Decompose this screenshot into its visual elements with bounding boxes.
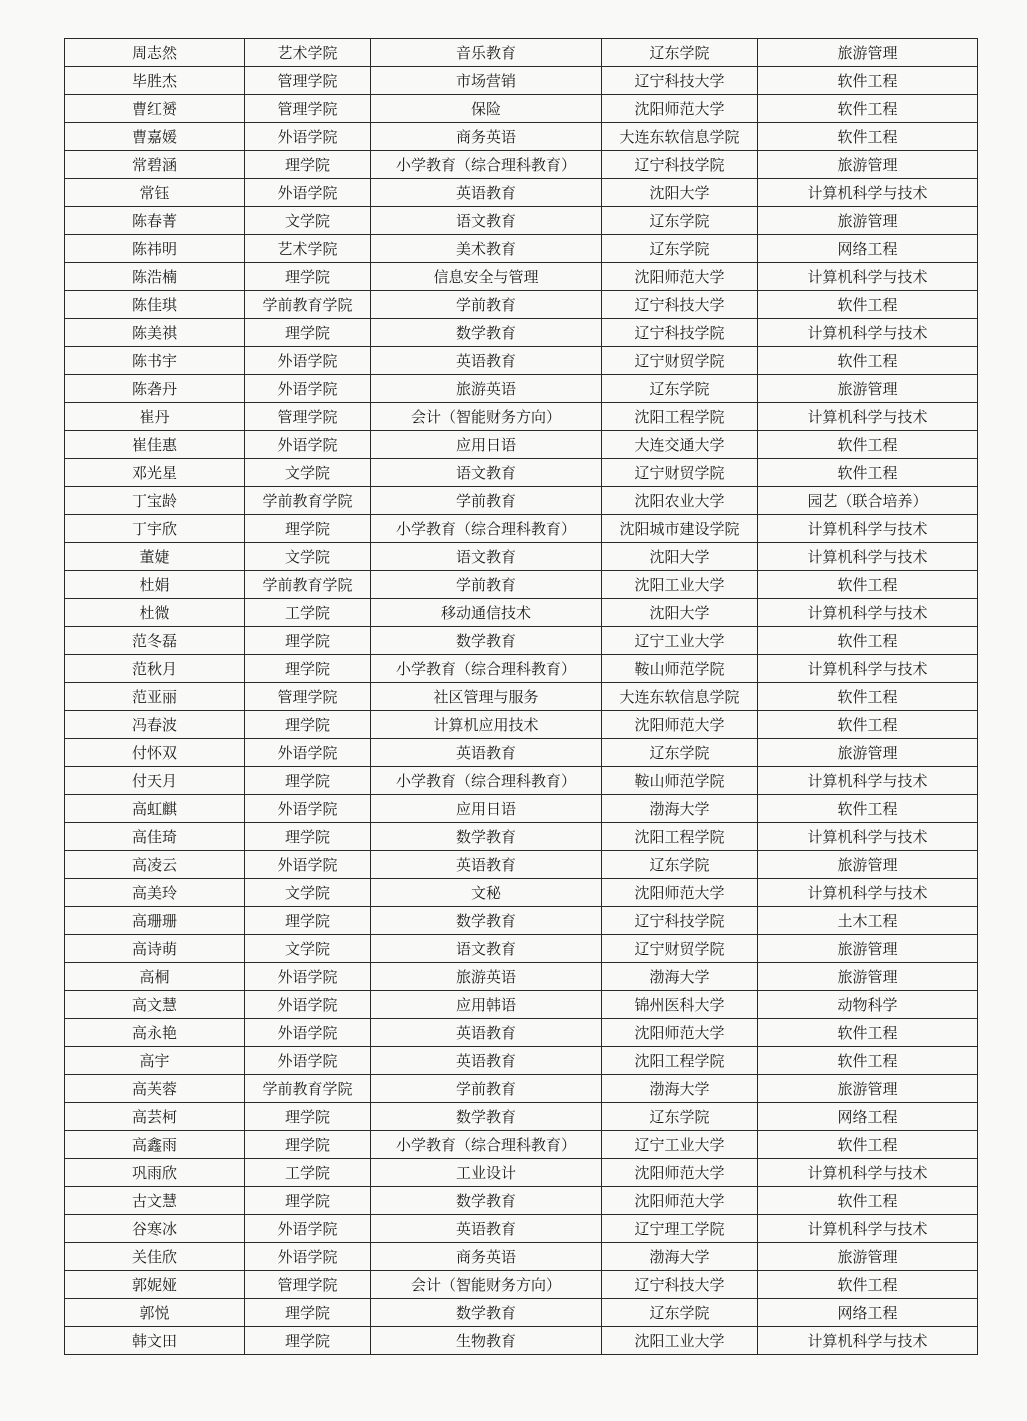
table-row <box>65 795 978 823</box>
table-row <box>65 767 978 795</box>
student-name-cell: 郭妮娅 <box>65 1271 245 1299</box>
target-university-cell: 渤海大学 <box>602 1243 758 1271</box>
table-row <box>65 711 978 739</box>
student-name-cell: 陈砻丹 <box>65 375 245 403</box>
original-major-cell: 旅游英语 <box>371 375 602 403</box>
original-major-cell: 英语教育 <box>371 179 602 207</box>
student-name-cell: 范亚丽 <box>65 683 245 711</box>
original-major-cell: 文秘 <box>371 879 602 907</box>
target-university-cell: 辽东学院 <box>602 739 758 767</box>
original-major-cell: 数学教育 <box>371 319 602 347</box>
target-major-cell: 软件工程 <box>758 123 978 151</box>
college-cell: 外语学院 <box>245 1019 371 1047</box>
original-major-cell: 小学教育（综合理科教育） <box>371 1131 602 1159</box>
table-row <box>65 403 978 431</box>
college-cell: 理学院 <box>245 1327 371 1355</box>
target-university-cell: 辽宁科技学院 <box>602 151 758 179</box>
table-row <box>65 375 978 403</box>
college-cell: 学前教育学院 <box>245 1075 371 1103</box>
student-name-cell: 崔丹 <box>65 403 245 431</box>
target-major-cell: 网络工程 <box>758 235 978 263</box>
target-university-cell: 大连交通大学 <box>602 431 758 459</box>
college-cell: 学前教育学院 <box>245 291 371 319</box>
target-major-cell: 软件工程 <box>758 459 978 487</box>
table-row <box>65 207 978 235</box>
target-major-cell: 旅游管理 <box>758 39 978 67</box>
student-name-cell: 付天月 <box>65 767 245 795</box>
target-major-cell: 计算机科学与技术 <box>758 1159 978 1187</box>
target-university-cell: 辽东学院 <box>602 207 758 235</box>
target-university-cell: 辽宁工业大学 <box>602 627 758 655</box>
original-major-cell: 工业设计 <box>371 1159 602 1187</box>
original-major-cell: 小学教育（综合理科教育） <box>371 767 602 795</box>
student-name-cell: 高诗萌 <box>65 935 245 963</box>
target-university-cell: 辽宁财贸学院 <box>602 347 758 375</box>
original-major-cell: 学前教育 <box>371 487 602 515</box>
target-major-cell: 软件工程 <box>758 627 978 655</box>
original-major-cell: 计算机应用技术 <box>371 711 602 739</box>
table-row <box>65 319 978 347</box>
table-row <box>65 1047 978 1075</box>
student-name-cell: 陈春菁 <box>65 207 245 235</box>
table-row <box>65 907 978 935</box>
table-row <box>65 1243 978 1271</box>
table-row <box>65 851 978 879</box>
table-row <box>65 1327 978 1355</box>
college-cell: 外语学院 <box>245 1047 371 1075</box>
target-university-cell: 沈阳师范大学 <box>602 1019 758 1047</box>
original-major-cell: 数学教育 <box>371 1187 602 1215</box>
table-row <box>65 1131 978 1159</box>
target-university-cell: 沈阳城市建设学院 <box>602 515 758 543</box>
student-name-cell: 曹嘉媛 <box>65 123 245 151</box>
target-major-cell: 软件工程 <box>758 1019 978 1047</box>
student-name-cell: 曹红赟 <box>65 95 245 123</box>
student-name-cell: 高凌云 <box>65 851 245 879</box>
target-university-cell: 大连东软信息学院 <box>602 683 758 711</box>
target-major-cell: 软件工程 <box>758 711 978 739</box>
college-cell: 理学院 <box>245 1299 371 1327</box>
student-name-cell: 邓光星 <box>65 459 245 487</box>
original-major-cell: 数学教育 <box>371 823 602 851</box>
original-major-cell: 移动通信技术 <box>371 599 602 627</box>
student-name-cell: 杜微 <box>65 599 245 627</box>
target-university-cell: 沈阳师范大学 <box>602 879 758 907</box>
table-row <box>65 151 978 179</box>
student-name-cell: 高珊珊 <box>65 907 245 935</box>
target-university-cell: 锦州医科大学 <box>602 991 758 1019</box>
college-cell: 文学院 <box>245 459 371 487</box>
table-row <box>65 571 978 599</box>
student-name-cell: 陈浩楠 <box>65 263 245 291</box>
roster-body <box>65 39 978 1355</box>
target-major-cell: 计算机科学与技术 <box>758 263 978 291</box>
table-row <box>65 655 978 683</box>
target-university-cell: 渤海大学 <box>602 963 758 991</box>
student-name-cell: 高虹麒 <box>65 795 245 823</box>
college-cell: 管理学院 <box>245 95 371 123</box>
target-university-cell: 辽宁财贸学院 <box>602 935 758 963</box>
target-university-cell: 辽东学院 <box>602 1103 758 1131</box>
target-university-cell: 辽宁科技学院 <box>602 907 758 935</box>
student-name-cell: 高文慧 <box>65 991 245 1019</box>
table-row <box>65 991 978 1019</box>
target-major-cell: 计算机科学与技术 <box>758 543 978 571</box>
original-major-cell: 会计（智能财务方向） <box>371 1271 602 1299</box>
original-major-cell: 数学教育 <box>371 1103 602 1131</box>
table-row <box>65 1187 978 1215</box>
original-major-cell: 学前教育 <box>371 291 602 319</box>
target-major-cell: 软件工程 <box>758 95 978 123</box>
target-university-cell: 沈阳工业大学 <box>602 1327 758 1355</box>
student-name-cell: 韩文田 <box>65 1327 245 1355</box>
original-major-cell: 英语教育 <box>371 1215 602 1243</box>
student-name-cell: 常钰 <box>65 179 245 207</box>
original-major-cell: 语文教育 <box>371 543 602 571</box>
target-university-cell: 沈阳农业大学 <box>602 487 758 515</box>
target-university-cell: 辽宁科技大学 <box>602 67 758 95</box>
college-cell: 管理学院 <box>245 683 371 711</box>
target-university-cell: 沈阳大学 <box>602 543 758 571</box>
target-major-cell: 计算机科学与技术 <box>758 319 978 347</box>
student-name-cell: 高芙蓉 <box>65 1075 245 1103</box>
college-cell: 外语学院 <box>245 739 371 767</box>
target-major-cell: 计算机科学与技术 <box>758 1215 978 1243</box>
student-name-cell: 丁宇欣 <box>65 515 245 543</box>
student-name-cell: 高永艳 <box>65 1019 245 1047</box>
college-cell: 外语学院 <box>245 795 371 823</box>
college-cell: 文学院 <box>245 935 371 963</box>
student-name-cell: 高鑫雨 <box>65 1131 245 1159</box>
table-row <box>65 543 978 571</box>
student-name-cell: 高美玲 <box>65 879 245 907</box>
original-major-cell: 信息安全与管理 <box>371 263 602 291</box>
table-row <box>65 487 978 515</box>
target-major-cell: 计算机科学与技术 <box>758 767 978 795</box>
target-university-cell: 辽宁理工学院 <box>602 1215 758 1243</box>
target-university-cell: 辽宁科技大学 <box>602 291 758 319</box>
student-name-cell: 郭悦 <box>65 1299 245 1327</box>
college-cell: 文学院 <box>245 207 371 235</box>
table-row <box>65 879 978 907</box>
table-row <box>65 431 978 459</box>
target-major-cell: 旅游管理 <box>758 851 978 879</box>
target-major-cell: 土木工程 <box>758 907 978 935</box>
target-major-cell: 计算机科学与技术 <box>758 655 978 683</box>
target-major-cell: 软件工程 <box>758 431 978 459</box>
target-major-cell: 旅游管理 <box>758 935 978 963</box>
original-major-cell: 商务英语 <box>371 123 602 151</box>
table-row <box>65 1215 978 1243</box>
target-major-cell: 旅游管理 <box>758 739 978 767</box>
target-university-cell: 大连东软信息学院 <box>602 123 758 151</box>
original-major-cell: 保险 <box>371 95 602 123</box>
student-name-cell: 杜娟 <box>65 571 245 599</box>
target-university-cell: 鞍山师范学院 <box>602 767 758 795</box>
target-major-cell: 动物科学 <box>758 991 978 1019</box>
table-row <box>65 599 978 627</box>
original-major-cell: 美术教育 <box>371 235 602 263</box>
student-name-cell: 毕胜杰 <box>65 67 245 95</box>
table-row <box>65 67 978 95</box>
target-university-cell: 沈阳工程学院 <box>602 403 758 431</box>
original-major-cell: 会计（智能财务方向） <box>371 403 602 431</box>
target-university-cell: 沈阳工程学院 <box>602 1047 758 1075</box>
target-university-cell: 辽东学院 <box>602 851 758 879</box>
college-cell: 理学院 <box>245 1131 371 1159</box>
student-name-cell: 巩雨欣 <box>65 1159 245 1187</box>
target-university-cell: 沈阳师范大学 <box>602 1187 758 1215</box>
target-university-cell: 辽东学院 <box>602 1299 758 1327</box>
student-name-cell: 范秋月 <box>65 655 245 683</box>
student-name-cell: 关佳欣 <box>65 1243 245 1271</box>
college-cell: 艺术学院 <box>245 39 371 67</box>
target-major-cell: 旅游管理 <box>758 1243 978 1271</box>
student-name-cell: 古文慧 <box>65 1187 245 1215</box>
college-cell: 管理学院 <box>245 1271 371 1299</box>
table-row <box>65 963 978 991</box>
table-row <box>65 1299 978 1327</box>
table-row <box>65 627 978 655</box>
college-cell: 理学院 <box>245 823 371 851</box>
college-cell: 外语学院 <box>245 123 371 151</box>
target-major-cell: 软件工程 <box>758 347 978 375</box>
original-major-cell: 社区管理与服务 <box>371 683 602 711</box>
table-row <box>65 263 978 291</box>
table-row <box>65 347 978 375</box>
table-row <box>65 683 978 711</box>
target-university-cell: 辽宁科技学院 <box>602 319 758 347</box>
target-university-cell: 沈阳大学 <box>602 599 758 627</box>
target-major-cell: 旅游管理 <box>758 151 978 179</box>
college-cell: 管理学院 <box>245 403 371 431</box>
target-major-cell: 软件工程 <box>758 1131 978 1159</box>
college-cell: 管理学院 <box>245 67 371 95</box>
student-name-cell: 高桐 <box>65 963 245 991</box>
college-cell: 外语学院 <box>245 431 371 459</box>
original-major-cell: 英语教育 <box>371 1019 602 1047</box>
college-cell: 外语学院 <box>245 1215 371 1243</box>
table-row <box>65 179 978 207</box>
original-major-cell: 语文教育 <box>371 459 602 487</box>
target-university-cell: 辽宁工业大学 <box>602 1131 758 1159</box>
student-name-cell: 崔佳惠 <box>65 431 245 459</box>
target-major-cell: 计算机科学与技术 <box>758 403 978 431</box>
college-cell: 外语学院 <box>245 1243 371 1271</box>
target-major-cell: 软件工程 <box>758 291 978 319</box>
college-cell: 艺术学院 <box>245 235 371 263</box>
target-major-cell: 计算机科学与技术 <box>758 179 978 207</box>
student-name-cell: 常碧涵 <box>65 151 245 179</box>
target-university-cell: 沈阳工业大学 <box>602 571 758 599</box>
table-row <box>65 235 978 263</box>
table-row <box>65 291 978 319</box>
original-major-cell: 英语教育 <box>371 347 602 375</box>
target-major-cell: 软件工程 <box>758 571 978 599</box>
college-cell: 理学院 <box>245 627 371 655</box>
original-major-cell: 市场营销 <box>371 67 602 95</box>
original-major-cell: 小学教育（综合理科教育） <box>371 515 602 543</box>
college-cell: 理学院 <box>245 319 371 347</box>
target-major-cell: 计算机科学与技术 <box>758 1327 978 1355</box>
college-cell: 理学院 <box>245 1103 371 1131</box>
original-major-cell: 小学教育（综合理科教育） <box>371 655 602 683</box>
target-university-cell: 沈阳师范大学 <box>602 95 758 123</box>
original-major-cell: 数学教育 <box>371 907 602 935</box>
student-name-cell: 陈佳琪 <box>65 291 245 319</box>
college-cell: 学前教育学院 <box>245 571 371 599</box>
original-major-cell: 应用日语 <box>371 431 602 459</box>
target-university-cell: 沈阳师范大学 <box>602 711 758 739</box>
target-university-cell: 沈阳师范大学 <box>602 1159 758 1187</box>
student-name-cell: 范冬磊 <box>65 627 245 655</box>
original-major-cell: 商务英语 <box>371 1243 602 1271</box>
target-major-cell: 旅游管理 <box>758 1075 978 1103</box>
college-cell: 外语学院 <box>245 375 371 403</box>
student-name-cell: 陈书宇 <box>65 347 245 375</box>
original-major-cell: 应用日语 <box>371 795 602 823</box>
table-row <box>65 1019 978 1047</box>
original-major-cell: 音乐教育 <box>371 39 602 67</box>
target-university-cell: 辽东学院 <box>602 235 758 263</box>
student-name-cell: 陈美祺 <box>65 319 245 347</box>
college-cell: 外语学院 <box>245 347 371 375</box>
target-university-cell: 辽东学院 <box>602 39 758 67</box>
target-university-cell: 渤海大学 <box>602 1075 758 1103</box>
target-major-cell: 计算机科学与技术 <box>758 823 978 851</box>
college-cell: 外语学院 <box>245 179 371 207</box>
target-university-cell: 辽东学院 <box>602 375 758 403</box>
table-row <box>65 1159 978 1187</box>
target-major-cell: 旅游管理 <box>758 963 978 991</box>
student-name-cell: 高佳琦 <box>65 823 245 851</box>
target-major-cell: 计算机科学与技术 <box>758 879 978 907</box>
table-row <box>65 1075 978 1103</box>
college-cell: 文学院 <box>245 879 371 907</box>
target-major-cell: 软件工程 <box>758 795 978 823</box>
student-name-cell: 陈祎明 <box>65 235 245 263</box>
target-major-cell: 计算机科学与技术 <box>758 599 978 627</box>
target-major-cell: 旅游管理 <box>758 375 978 403</box>
original-major-cell: 英语教育 <box>371 851 602 879</box>
student-name-cell: 董婕 <box>65 543 245 571</box>
college-cell: 理学院 <box>245 907 371 935</box>
original-major-cell: 数学教育 <box>371 1299 602 1327</box>
target-major-cell: 网络工程 <box>758 1299 978 1327</box>
target-major-cell: 园艺（联合培养） <box>758 487 978 515</box>
target-major-cell: 软件工程 <box>758 1271 978 1299</box>
original-major-cell: 学前教育 <box>371 1075 602 1103</box>
target-university-cell: 沈阳大学 <box>602 179 758 207</box>
student-name-cell: 丁宝龄 <box>65 487 245 515</box>
student-name-cell: 周志然 <box>65 39 245 67</box>
target-university-cell: 辽宁科技大学 <box>602 1271 758 1299</box>
target-university-cell: 沈阳师范大学 <box>602 263 758 291</box>
original-major-cell: 数学教育 <box>371 627 602 655</box>
student-roster-table <box>64 38 978 1355</box>
original-major-cell: 英语教育 <box>371 1047 602 1075</box>
student-name-cell: 高宇 <box>65 1047 245 1075</box>
original-major-cell: 语文教育 <box>371 935 602 963</box>
college-cell: 外语学院 <box>245 851 371 879</box>
table-row <box>65 739 978 767</box>
original-major-cell: 旅游英语 <box>371 963 602 991</box>
college-cell: 文学院 <box>245 543 371 571</box>
target-major-cell: 网络工程 <box>758 1103 978 1131</box>
college-cell: 外语学院 <box>245 991 371 1019</box>
table-row <box>65 1103 978 1131</box>
college-cell: 理学院 <box>245 515 371 543</box>
target-university-cell: 辽宁财贸学院 <box>602 459 758 487</box>
original-major-cell: 语文教育 <box>371 207 602 235</box>
student-name-cell: 付怀双 <box>65 739 245 767</box>
target-major-cell: 旅游管理 <box>758 207 978 235</box>
target-major-cell: 软件工程 <box>758 1047 978 1075</box>
college-cell: 工学院 <box>245 1159 371 1187</box>
original-major-cell: 英语教育 <box>371 739 602 767</box>
original-major-cell: 小学教育（综合理科教育） <box>371 151 602 179</box>
college-cell: 理学院 <box>245 263 371 291</box>
college-cell: 工学院 <box>245 599 371 627</box>
target-major-cell: 软件工程 <box>758 683 978 711</box>
target-major-cell: 计算机科学与技术 <box>758 515 978 543</box>
table-row <box>65 823 978 851</box>
college-cell: 理学院 <box>245 767 371 795</box>
student-name-cell: 冯春波 <box>65 711 245 739</box>
table-row <box>65 1271 978 1299</box>
target-university-cell: 鞍山师范学院 <box>602 655 758 683</box>
college-cell: 理学院 <box>245 151 371 179</box>
college-cell: 理学院 <box>245 1187 371 1215</box>
college-cell: 理学院 <box>245 711 371 739</box>
student-name-cell: 谷寒冰 <box>65 1215 245 1243</box>
table-row <box>65 95 978 123</box>
table-row <box>65 515 978 543</box>
college-cell: 理学院 <box>245 655 371 683</box>
college-cell: 学前教育学院 <box>245 487 371 515</box>
original-major-cell: 生物教育 <box>371 1327 602 1355</box>
table-row <box>65 39 978 67</box>
target-university-cell: 沈阳工程学院 <box>602 823 758 851</box>
college-cell: 外语学院 <box>245 963 371 991</box>
student-name-cell: 高芸柯 <box>65 1103 245 1131</box>
original-major-cell: 应用韩语 <box>371 991 602 1019</box>
table-row <box>65 123 978 151</box>
table-row <box>65 935 978 963</box>
target-major-cell: 软件工程 <box>758 1187 978 1215</box>
target-major-cell: 软件工程 <box>758 67 978 95</box>
table-row <box>65 459 978 487</box>
original-major-cell: 学前教育 <box>371 571 602 599</box>
target-university-cell: 渤海大学 <box>602 795 758 823</box>
